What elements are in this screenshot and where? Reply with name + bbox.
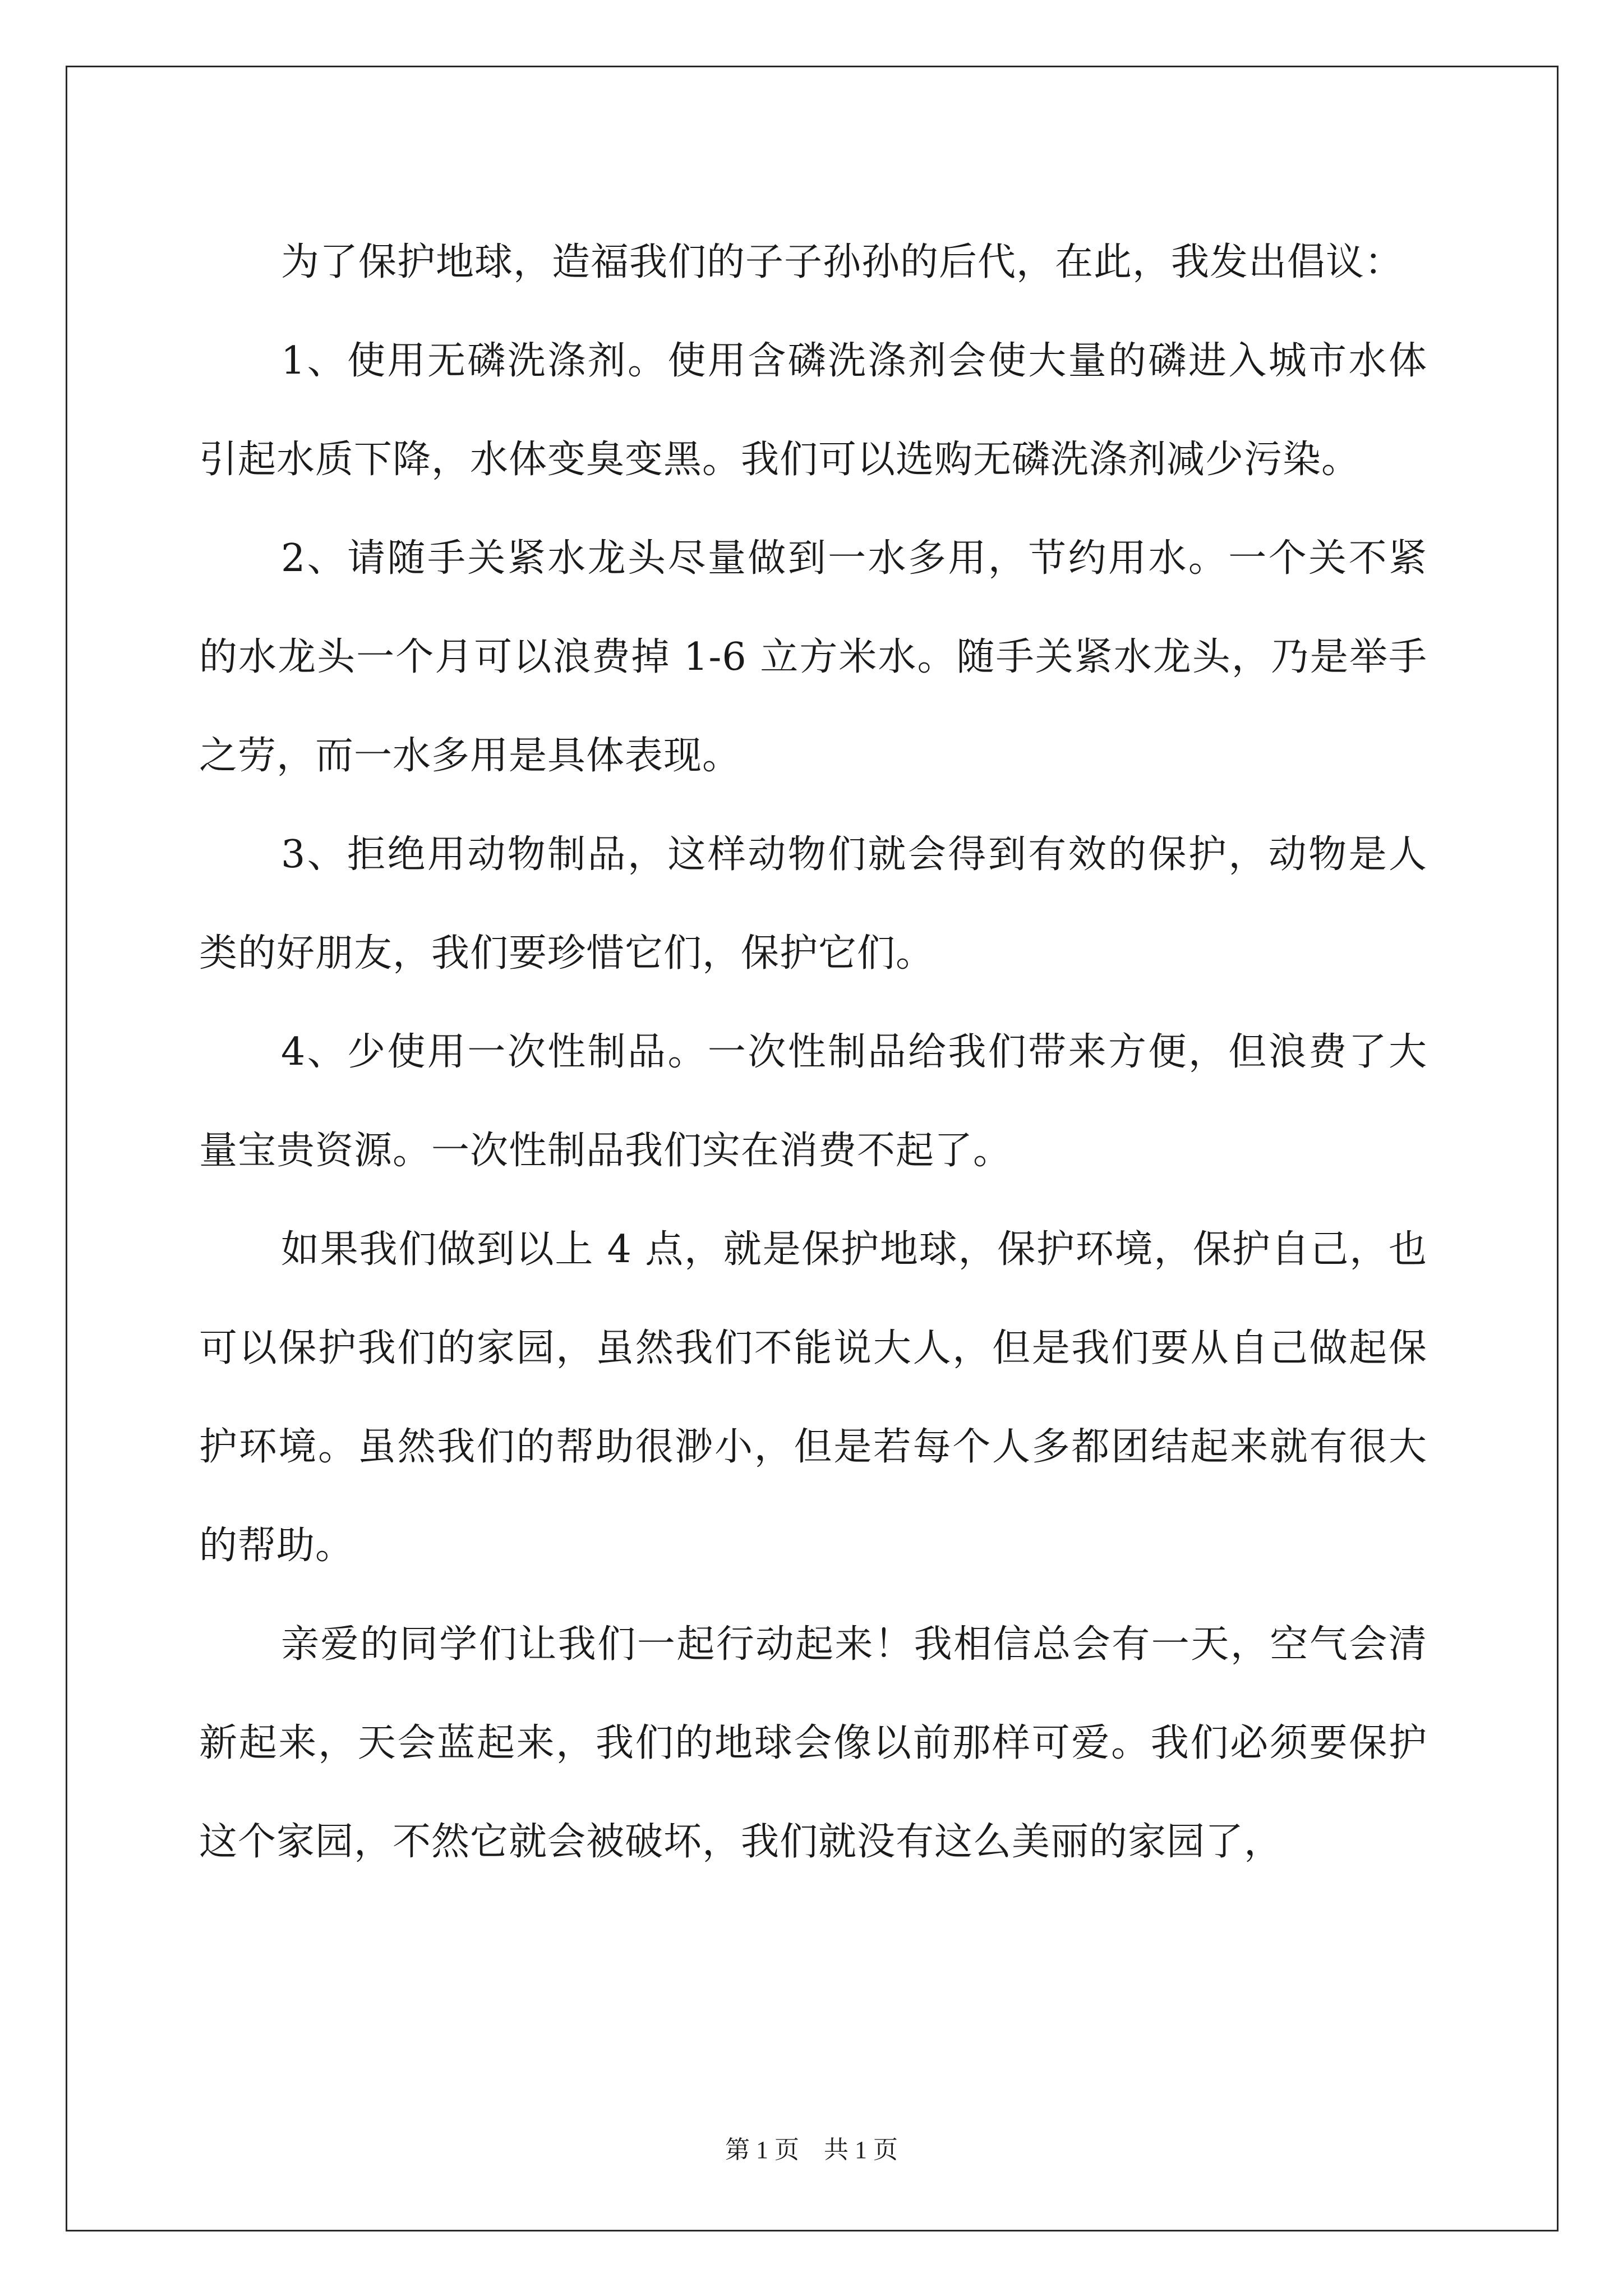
paragraph-item-2: 2、请随手关紧水龙头尽量做到一水多用，节约用水。一个关不紧的水龙头一个月可以浪费掉 1-6 立方米水。随手关紧水龙头，乃是举手之劳，而一水多用是具体表现。 — [199, 536, 1427, 778]
paragraph-intro: 为了保护地球，造福我们的子子孙孙的后代，在此，我发出倡议： — [281, 240, 1404, 284]
paragraph-item-1: 1、使用无磷洗涤剂。使用含磷洗涤剂会使大量的磷进入城市水体引起水质下降，水体变臭变黑。我们可以选购无磷洗涤剂减少污染。 — [199, 339, 1427, 482]
paragraph-item-3: 3、拒绝用动物制品，这样动物们就会得到有效的保护，动物是人类的好朋友，我们要珍惜它们，保护它们。 — [199, 832, 1427, 976]
document-body — [199, 213, 1427, 1892]
paragraph-item-4: 4、少使用一次性制品。一次性制品给我们带来方便，但浪费了大量宝贵资源。一次性制品我们实在消费不起了。 — [199, 1030, 1427, 1173]
page-number-footer: 第 1 页 共 1 页 — [725, 2136, 898, 2164]
paragraph-summary: 如果我们做到以上 4 点，就是保护地球，保护环境，保护自己，也可以保护我们的家园，虽然我们不能说大人，但是我们要从自己做起保护环境。虽然我们的帮助很渺小，但是若每个人多都团结起来就有很大的帮助。 — [199, 1227, 1427, 1568]
paragraph-closing: 亲爱的同学们让我们一起行动起来！我相信总会有一天，空气会清新起来，天会蓝起来，我们的地球会像以前那样可爱。我们必须要保护这个家园，不然它就会被破坏，我们就没有这么美丽的家园了， — [199, 1622, 1427, 1864]
